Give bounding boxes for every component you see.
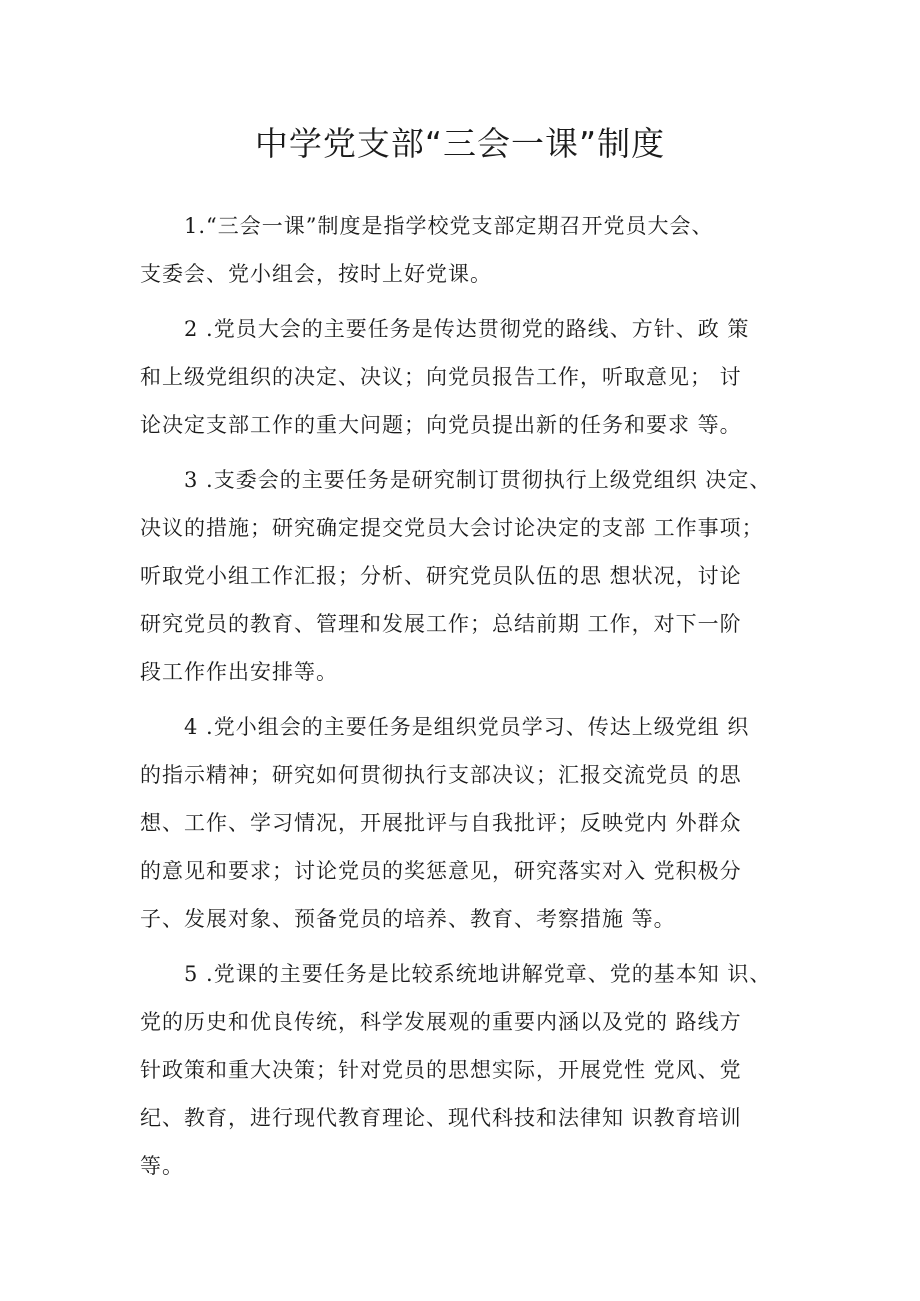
document-title: 中学党支部“三会一课”制度	[254, 124, 666, 163]
paragraph-line: 4 .党小组会的主要任务是组织党员学习、传达上级党组 织	[184, 715, 750, 739]
document-body	[140, 202, 788, 1197]
paragraph-line: 的指示精神；研究如何贯彻执行支部决议；汇报交流党员 的思	[140, 763, 742, 787]
paragraph-line: 等。	[140, 1154, 184, 1178]
paragraph-line: 纪、教育，进行现代教育理论、现代科技和法律知 识教育培训	[140, 1106, 742, 1130]
paragraph-1	[140, 202, 788, 298]
paragraph-line: 党的历史和优良传统，科学发展观的重要内涵以及党的 路线方	[140, 1010, 742, 1034]
paragraph-line: 1.“三会一课”制度是指学校党支部定期召开党员大会、	[184, 214, 714, 238]
paragraph-line: 的意见和要求；讨论党员的奖惩意见，研究落实对入 党积极分	[140, 859, 742, 883]
paragraph-line: 子、发展对象、预备党员的培养、教育、考察措施 等。	[140, 907, 676, 931]
paragraph-line: 决议的措施；研究确定提交党员大会讨论决定的支部 工作事项；	[140, 516, 764, 540]
paragraph-line: 和上级党组织的决定、决议；向党员报告工作，听取意见； 讨	[140, 365, 742, 389]
paragraph-line: 3 .支委会的主要任务是研究制订贯彻执行上级党组织 决定、	[184, 468, 772, 492]
paragraph-line: 2 .党员大会的主要任务是传达贯彻党的路线、方针、政 策	[184, 317, 750, 341]
paragraph-line: 段工作作出安排等。	[140, 660, 338, 684]
paragraph-4	[140, 703, 788, 943]
paragraph-line: 针政策和重大决策；针对党员的思想实际，开展党性 党风、党	[140, 1058, 742, 1082]
paragraph-5	[140, 950, 788, 1190]
paragraph-line: 想、工作、学习情况，开展批评与自我批评；反映党内 外群众	[140, 811, 742, 835]
paragraph-line: 研究党员的教育、管理和发展工作；总结前期 工作，对下一阶	[140, 612, 742, 636]
paragraph-2	[140, 305, 788, 449]
paragraph-line: 论决定支部工作的重大问题；向党员提出新的任务和要求 等。	[140, 413, 742, 437]
paragraph-line: 听取党小组工作汇报；分析、研究党员队伍的思 想状况，讨论	[140, 564, 742, 588]
paragraph-3	[140, 456, 788, 696]
paragraph-line: 5 .党课的主要任务是比较系统地讲解党章、党的基本知 识、	[184, 962, 772, 986]
paragraph-line: 支委会、党小组会，按时上好党课。	[140, 262, 492, 286]
